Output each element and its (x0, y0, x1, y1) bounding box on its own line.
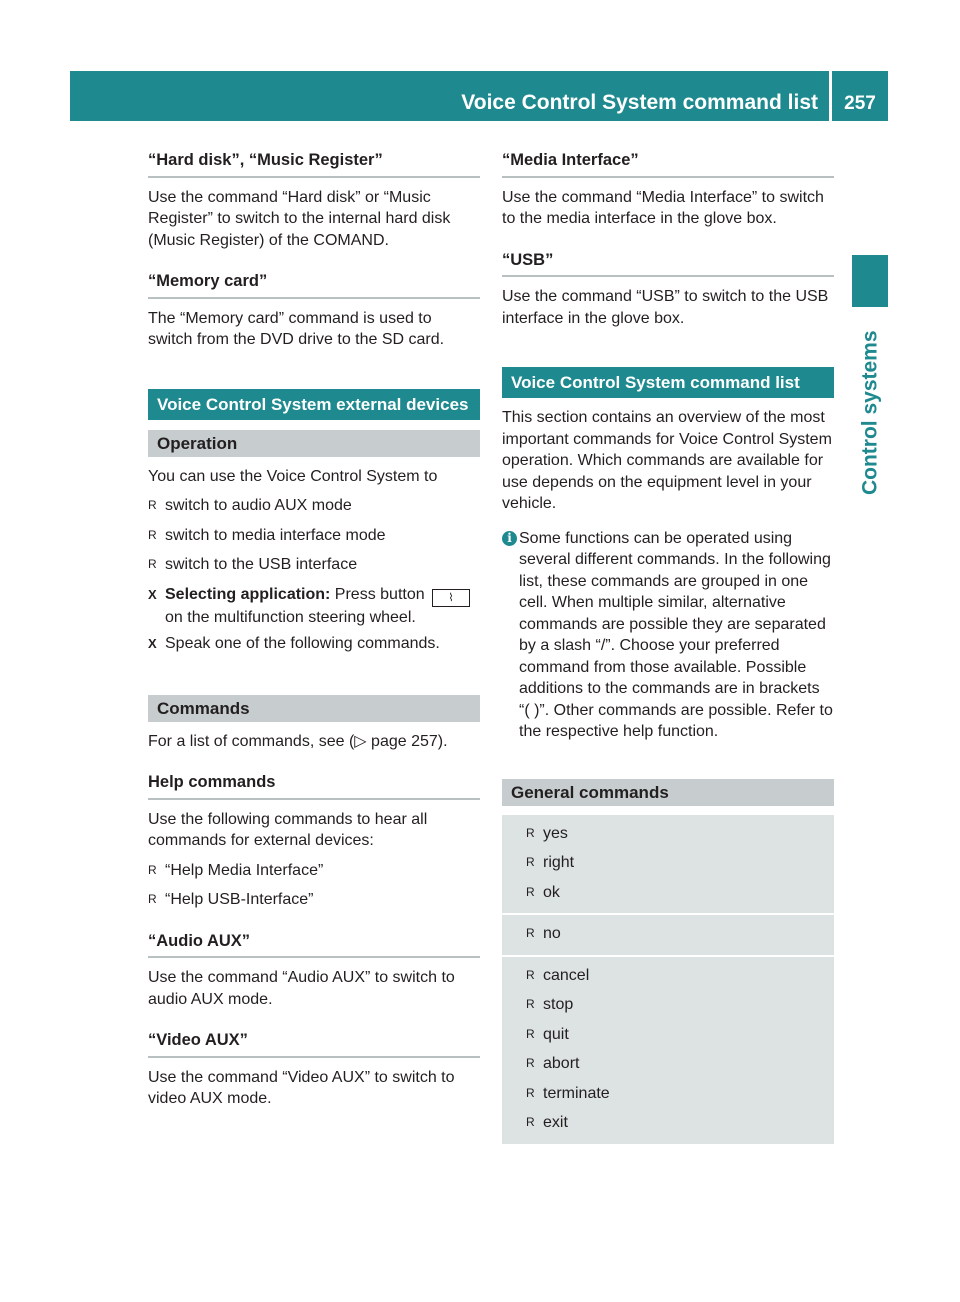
step-speak-command: X Speak one of the following commands. (148, 633, 480, 655)
list-item: R “Help Media Interface” (148, 860, 480, 882)
paragraph-usb: Use the command “USB” to switch to the USB interface in the glove box. (502, 288, 829, 327)
paragraph-operation: You can use the Voice Control System to (148, 467, 438, 485)
list-item: R switch to audio AUX mode (148, 495, 480, 517)
step-select-application (148, 584, 480, 629)
heading-usb: “USB” (502, 250, 834, 278)
info-note (502, 528, 834, 743)
command-item: R abort (526, 1053, 816, 1075)
command-item: R right (526, 852, 816, 874)
list-item: R switch to media interface mode (148, 525, 480, 547)
side-tab-label: Control systems (858, 330, 882, 496)
paragraph-command-list-intro: This section contains an overview of the most important commands for Voice Control System operation. Which commands are available for use depends on the equipment level in your vehicle. (502, 409, 832, 512)
heading-video-aux: “Video AUX” (148, 1030, 480, 1058)
step-text-end: on the multifunction steering wheel. (165, 608, 416, 626)
paragraph-help-commands: Use the following commands to hear all commands for external devices: (148, 810, 428, 849)
paragraph-media-interface: Use the command “Media Interface” to switch to the media interface in the glove box. (502, 188, 824, 227)
voice-button-icon: ⌇ (432, 589, 470, 607)
section-command-list: Voice Control System command list (502, 367, 834, 398)
heading-hard-disk: “Hard disk”, “Music Register” (148, 150, 480, 178)
page-number: 257 (844, 93, 876, 114)
command-item: R no (526, 923, 816, 945)
command-item: R exit (526, 1112, 816, 1134)
step-label: Selecting application: (165, 585, 331, 603)
command-item: R terminate (526, 1083, 816, 1105)
info-icon: i (502, 531, 517, 546)
paragraph-video-aux: Use the command “Video AUX” to switch to video AUX mode. (148, 1068, 455, 1107)
heading-media-interface: “Media Interface” (502, 150, 834, 178)
command-item: R quit (526, 1024, 816, 1046)
subsection-commands: Commands (148, 695, 480, 722)
command-item: R stop (526, 994, 816, 1016)
paragraph-commands: For a list of commands, see (▷ page 257). (148, 732, 448, 750)
side-tab-marker (852, 255, 888, 307)
page-header-title: Voice Control System command list (461, 91, 818, 114)
command-cell-no (502, 915, 834, 957)
subsection-general-commands: General commands (502, 779, 834, 806)
command-cell-cancel (502, 957, 834, 1146)
command-table (502, 815, 834, 1146)
paragraph-hard-disk: Use the command “Hard disk” or “Music Register” to switch to the internal hard disk (Music Register) of the COMAND. (148, 188, 451, 249)
side-tab (836, 318, 904, 508)
command-cell-yes (502, 815, 834, 916)
command-item: R cancel (526, 965, 816, 987)
heading-memory-card: “Memory card” (148, 271, 480, 299)
step-text: Press button (330, 585, 425, 603)
section-external-devices: Voice Control System external devices (148, 389, 480, 420)
heading-help-commands: Help commands (148, 772, 480, 800)
command-item: R yes (526, 823, 816, 845)
right-column (502, 150, 834, 1146)
subsection-operation: Operation (148, 430, 480, 457)
info-text: Some functions can be operated using several different commands. In the following list, these commands are grouped in one cell. When multiple similar, alternative commands are possible they are separated by a slash “/”. Choose your preferred command from those available. Possible additions to the commands are in brackets “( )”. Other commands are possible. Refer to the respective help function. (519, 529, 833, 740)
list-item: R switch to the USB interface (148, 554, 480, 576)
paragraph-memory-card: The “Memory card” command is used to switch from the DVD drive to the SD card. (148, 309, 445, 348)
heading-audio-aux: “Audio AUX” (148, 931, 480, 959)
paragraph-audio-aux: Use the command “Audio AUX” to switch to audio AUX mode. (148, 969, 455, 1008)
left-column (148, 150, 480, 1123)
command-item: R ok (526, 882, 816, 904)
list-item: R “Help USB-Interface” (148, 889, 480, 911)
